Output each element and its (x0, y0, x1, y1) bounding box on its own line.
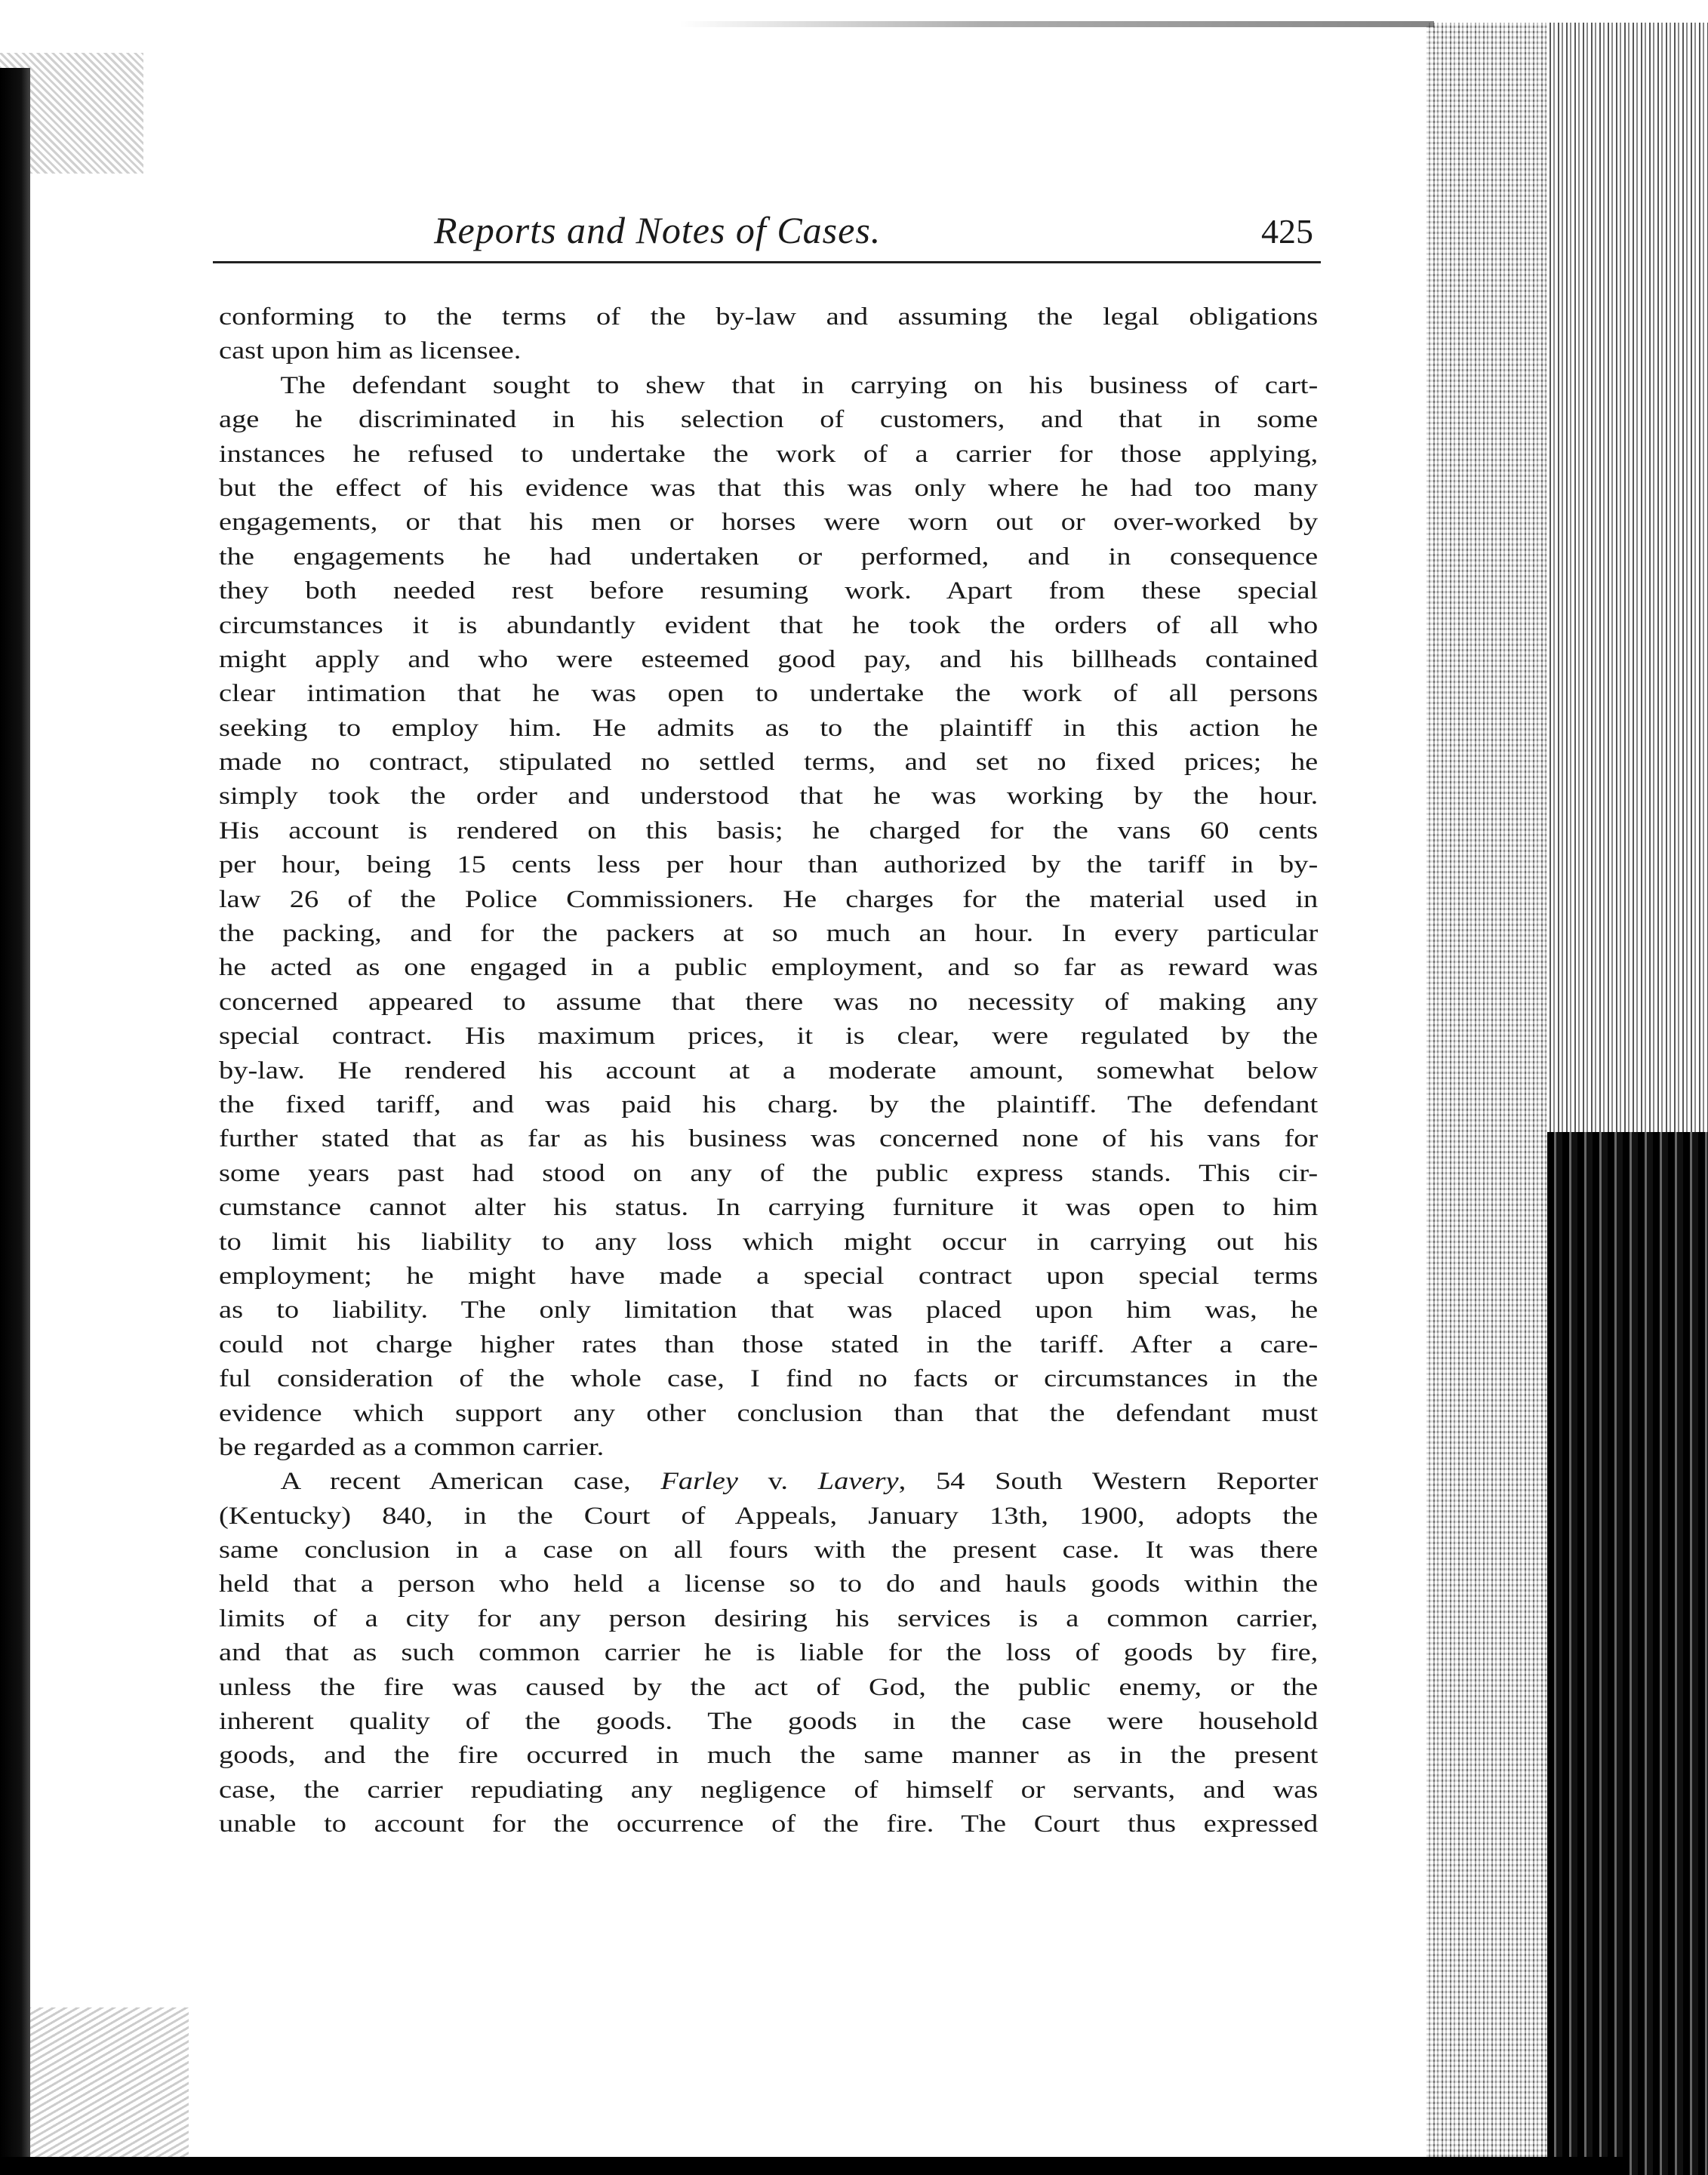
book-gutter-dark (1547, 1132, 1708, 2175)
text-line: might apply and who were esteemed good pay, and his billheads contained (219, 645, 1319, 673)
text-line: as to liability. The only limitation that was placed upon him was, he (219, 1297, 1319, 1324)
case-name-plaintiff: Farley (660, 1468, 738, 1496)
text-line: made no contract, stipulated no settled terms, and set no fixed prices; he (219, 749, 1319, 777)
text-line: simply took the order and understood that he was working by the hour. (219, 783, 1319, 811)
citation-versus: v. (737, 1468, 818, 1496)
text-line: the packing, and for the packers at so much an hour. In every particular (219, 920, 1319, 948)
scan-corner-noise-bottom (30, 2007, 189, 2175)
text-line: limits of a city for any person desiring his services is a common carrier, (219, 1604, 1319, 1632)
text-line: the engagements he had undertaken or performed, and in consequence (219, 543, 1319, 571)
text-line: case, the carrier repudiating any negligence of himself or servants, and was (219, 1776, 1319, 1804)
text-line: they both needed rest before resuming work. Apart from these special (219, 577, 1319, 605)
text-line: instances he refused to undertake the work of a carrier for those applying, (219, 440, 1319, 468)
scan-top-edge (679, 21, 1434, 27)
text-line: unless the fire was caused by the act of God, the public enemy, or the (219, 1673, 1319, 1701)
text-line: and that as such common carrier he is liable for the loss of goods by fire, (219, 1639, 1319, 1667)
text-line: further stated that as far as his business was concerned none of his vans for (219, 1125, 1319, 1153)
text-line: goods, and the fire occurred in much the same manner as in the present (219, 1742, 1319, 1770)
text-line: held that a person who held a license so to do and hauls goods within the (219, 1570, 1319, 1598)
scan-bottom-edge (0, 2157, 1623, 2175)
text-line: His account is rendered on this basis; he charged for the vans 60 cents (219, 817, 1319, 844)
text-line: unable to account for the occurrence of the fire. The Court thus expressed (219, 1810, 1319, 1838)
text-line: cast upon him as licensee. (219, 337, 522, 365)
text-line: conforming to the terms of the by-law and assuming the legal obligations (219, 303, 1319, 331)
text-line: but the effect of his evidence was that this was only where he had too many (219, 474, 1319, 502)
running-title: Reports and Notes of Cases. (434, 209, 882, 251)
page-header (219, 204, 1313, 257)
text-line: clear intimation that he was open to undertake the work of all persons (219, 680, 1319, 708)
citation-reporter: , 54 South Western Reporter (898, 1468, 1319, 1496)
text-line: same conclusion in a case on all fours with the present case. It was there (219, 1537, 1319, 1564)
text-line: (Kentucky) 840, in the Court of Appeals, January 13th, 1900, adopts the (219, 1502, 1319, 1530)
text-line: engagements, or that his men or horses were worn out or over-worked by (219, 509, 1319, 537)
book-gutter-texture (1426, 23, 1547, 2175)
case-name-defendant: Lavery (817, 1468, 899, 1496)
text-line: be regarded as a common carrier. (219, 1433, 605, 1461)
text-line: seeking to employ him. He admits as to the plaintiff in this action he (219, 714, 1319, 742)
text-line: employment; he might have made a special contract upon special terms (219, 1262, 1319, 1290)
text-line: per hour, being 15 cents less per hour than authorized by the tariff in by- (219, 851, 1319, 879)
text-line: he acted as one engaged in a public employment, and so far as reward was (219, 954, 1319, 982)
body-text (219, 300, 1318, 1842)
page-number: 425 (1261, 212, 1313, 251)
citation-lead: A recent American case, (280, 1468, 661, 1496)
text-line: the fixed tariff, and was paid his charg. by the plaintiff. The defendant (219, 1091, 1319, 1118)
text-line: circumstances it is abundantly evident that he took the orders of all who (219, 611, 1319, 639)
text-line: by-law. He rendered his account at a moderate amount, somewhat below (219, 1057, 1319, 1084)
text-line: concerned appeared to assume that there was no necessity of making any (219, 988, 1319, 1016)
text-line: special contract. His maximum prices, it is clear, were regulated by the (219, 1023, 1319, 1051)
text-line: some years past had stood on any of the public express stands. This cir- (219, 1159, 1319, 1187)
text-line: age he discriminated in his selection of customers, and that in some (219, 406, 1319, 434)
text-line: ful consideration of the whole case, I find no facts or circumstances in the (219, 1365, 1319, 1393)
text-line: could not charge higher rates than those stated in the tariff. After a care- (219, 1331, 1319, 1358)
text-line: The defendant sought to shew that in carrying on his business of cart- (280, 371, 1319, 399)
text-line: evidence which support any other conclusion than that the defendant must (219, 1399, 1319, 1427)
text-line: inherent quality of the goods. The goods in the case were household (219, 1708, 1319, 1736)
scan-left-edge (0, 68, 30, 2175)
text-line: to limit his liability to any loss which might occur in carrying out his (219, 1228, 1319, 1256)
text-line: cumstance cannot alter his status. In carrying furniture it was open to him (219, 1194, 1319, 1222)
header-rule (213, 261, 1321, 263)
text-line: law 26 of the Police Commissioners. He charges for the material used in (219, 885, 1319, 913)
text-line-case-citation (219, 1465, 1318, 1499)
